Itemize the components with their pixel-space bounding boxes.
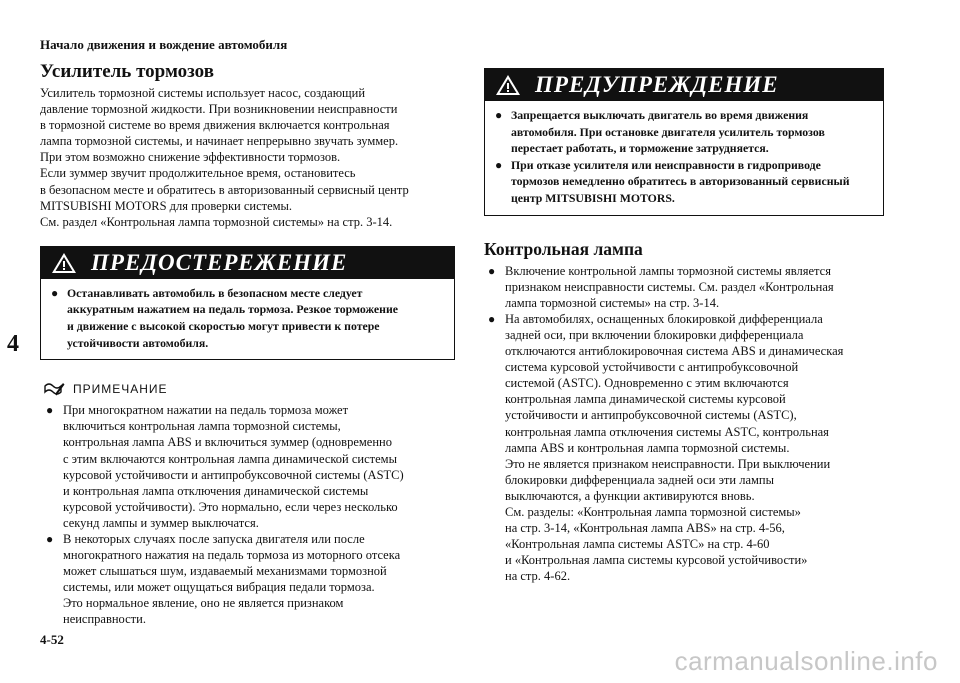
text-line: автомобиля. При остановке двигателя усилитель тормозов bbox=[511, 124, 825, 139]
text-line: лампа ABS и контрольная лампа тормозной системы. bbox=[505, 440, 790, 455]
text-line: контрольная лампа отключения системы ASTC, контрольная bbox=[505, 424, 829, 439]
text-line: в тормозной системе во время движения включается контрольная bbox=[40, 118, 390, 133]
right-column bbox=[484, 68, 884, 584]
text-line: Это не является признаком неисправности. При выключении bbox=[505, 456, 831, 471]
text-line: контрольная лампа динамической системы курсовой bbox=[505, 392, 786, 407]
warning-header bbox=[485, 69, 883, 101]
text-line: и контрольная лампа отключения динамической системы bbox=[63, 483, 369, 498]
text-line: При этом возможно снижение эффективности тормозов. bbox=[40, 150, 341, 165]
watermark: carmanualsonline.info bbox=[674, 646, 938, 676]
text-line: на стр. 4-62. bbox=[505, 569, 571, 584]
text-line: Если зуммер звучит продолжительное время, остановитесь bbox=[40, 166, 356, 181]
note-title: ПРИМЕЧАНИЕ bbox=[73, 382, 168, 397]
text-line: системы, или может ощущаться вибрация педали тормоза. bbox=[63, 580, 375, 595]
list-item bbox=[51, 285, 444, 351]
text-line: Усилитель тормозной системы использует насос, создающий bbox=[40, 86, 366, 100]
text-line: лампа тормозной системы, и начинает непрерывно звучать зуммер. bbox=[40, 134, 399, 149]
caution-body bbox=[41, 279, 454, 359]
bullet-icon: ● bbox=[495, 157, 503, 172]
text-line: Запрещается выключать двигатель во время движения bbox=[511, 108, 809, 122]
list-item bbox=[46, 531, 455, 628]
text-line: признаком неисправности системы. См. раздел «Контрольная bbox=[505, 279, 834, 294]
text-line: При многократном нажатии на педаль тормоза может bbox=[63, 403, 349, 418]
text-line: лампа тормозной системы» на стр. 3-14. bbox=[505, 295, 720, 310]
text-line: См. разделы: «Контрольная лампа тормозной системы» bbox=[505, 504, 801, 519]
text-line: с этим включаются контрольная лампа динамической системы bbox=[63, 451, 397, 466]
warning-lamp-title: Контрольная лампа bbox=[484, 238, 643, 259]
text-line: выключаются, а функции активируются вновь. bbox=[505, 488, 755, 503]
warning-body bbox=[485, 101, 883, 215]
text-line: курсовой устойчивости). Это нормально, если через несколько bbox=[63, 499, 398, 514]
text-line: центр MITSUBISHI MOTORS. bbox=[511, 190, 675, 205]
text-line: тормозов немедленно обратитесь в авторизованный сервисный bbox=[511, 174, 850, 189]
caution-box bbox=[40, 246, 455, 360]
text-line: задней оси, при включении блокировки дифференциала bbox=[505, 327, 804, 342]
bullet-icon: ● bbox=[488, 311, 496, 326]
text-line: секунд лампы и зуммер выключатся. bbox=[63, 515, 259, 530]
list-item bbox=[495, 157, 873, 207]
text-line: Включение контрольной лампы тормозной системы является bbox=[505, 263, 831, 278]
text-line: включиться контрольная лампа тормозной системы, bbox=[63, 419, 341, 434]
text-line: многократного нажатия на педаль тормоза из моторного отсека bbox=[63, 548, 401, 563]
text-line: В некоторых случаях после запуска двигателя или после bbox=[63, 531, 365, 546]
chapter-tab: 4 bbox=[7, 331, 19, 357]
text-line: При отказе усилителя или неисправности в гидроприводе bbox=[511, 157, 821, 172]
text-line: в безопасном месте и обратитесь в авторизованный сервисный центр bbox=[40, 182, 409, 197]
brake-booster-title: Усилитель тормозов bbox=[40, 61, 214, 82]
warning-box bbox=[484, 68, 884, 216]
text-line: «Контрольная лампа системы ASTC» на стр. 4-60 bbox=[505, 537, 770, 552]
list-item bbox=[46, 402, 455, 531]
bullet-icon: ● bbox=[495, 108, 503, 122]
text-line: курсовой устойчивости и антипробуксовочной системы (ASTC) bbox=[63, 467, 404, 482]
text-line: Это нормальное явление, оно не является признаком bbox=[63, 596, 344, 611]
text-line: на стр. 3-14, «Контрольная лампа ABS» на стр. 4-56, bbox=[505, 521, 785, 536]
text-line: устойчивости и антипробуксовочной системы (ASTC), bbox=[505, 408, 797, 423]
note-pencil-icon bbox=[43, 380, 65, 398]
bullet-icon: ● bbox=[46, 403, 54, 418]
text-line: может слышаться шум, издаваемый механизмами тормозной bbox=[63, 564, 387, 579]
text-line: система курсовой устойчивости с антипробуксовочной bbox=[505, 360, 799, 375]
caution-header bbox=[41, 247, 454, 279]
text-line: См. раздел «Контрольная лампа тормозной системы» на стр. 3-14. bbox=[40, 214, 393, 229]
list-item bbox=[488, 311, 884, 585]
text-line: и «Контрольная лампа системы курсовой устойчивости» bbox=[505, 553, 808, 568]
text-line: давление тормозной жидкости. При возникновении неисправности bbox=[40, 102, 398, 117]
left-column bbox=[40, 60, 455, 628]
page-number: 4-52 bbox=[40, 632, 64, 647]
list-item bbox=[495, 107, 873, 157]
text-line: отключаются антиблокировочная система ABS и динамическая bbox=[505, 344, 844, 359]
text-line: устойчивости автомобиля. bbox=[67, 335, 209, 350]
text-line: неисправности. bbox=[63, 612, 146, 627]
running-header: Начало движения и вождение автомобиля bbox=[40, 37, 288, 52]
text-line: блокировки дифференциала задней оси эти лампы bbox=[505, 472, 774, 487]
text-line: Останавливать автомобиль в безопасном месте следует bbox=[67, 285, 363, 300]
text-line: перестает работать, и торможение затрудняется. bbox=[511, 141, 769, 156]
text-line: контрольная лампа ABS и включиться зуммер (одновременно bbox=[63, 435, 392, 450]
bullet-icon: ● bbox=[488, 263, 496, 278]
text-line: и движение с высокой скоростью могут привести к потере bbox=[67, 319, 380, 334]
list-item bbox=[488, 263, 884, 311]
text-line: системой (ASTC). Одновременно с этим включаются bbox=[505, 376, 789, 391]
text-line: На автомобилях, оснащенных блокировкой дифференциала bbox=[505, 311, 823, 326]
text-line: MITSUBISHI MOTORS для проверки системы. bbox=[40, 198, 293, 213]
brake-booster-text bbox=[40, 85, 455, 230]
bullet-icon: ● bbox=[46, 531, 54, 546]
warning-title: ПРЕДУПРЕЖДЕНИЕ bbox=[535, 72, 779, 97]
warning-triangle-icon bbox=[51, 251, 77, 275]
bullet-icon: ● bbox=[51, 285, 59, 300]
caution-title: ПРЕДОСТЕРЕЖЕНИЕ bbox=[91, 249, 348, 275]
note-header bbox=[40, 380, 455, 398]
text-line: аккуратным нажатием на педаль тормоза. Резкое торможение bbox=[67, 302, 398, 317]
warning-triangle-icon bbox=[495, 73, 521, 97]
